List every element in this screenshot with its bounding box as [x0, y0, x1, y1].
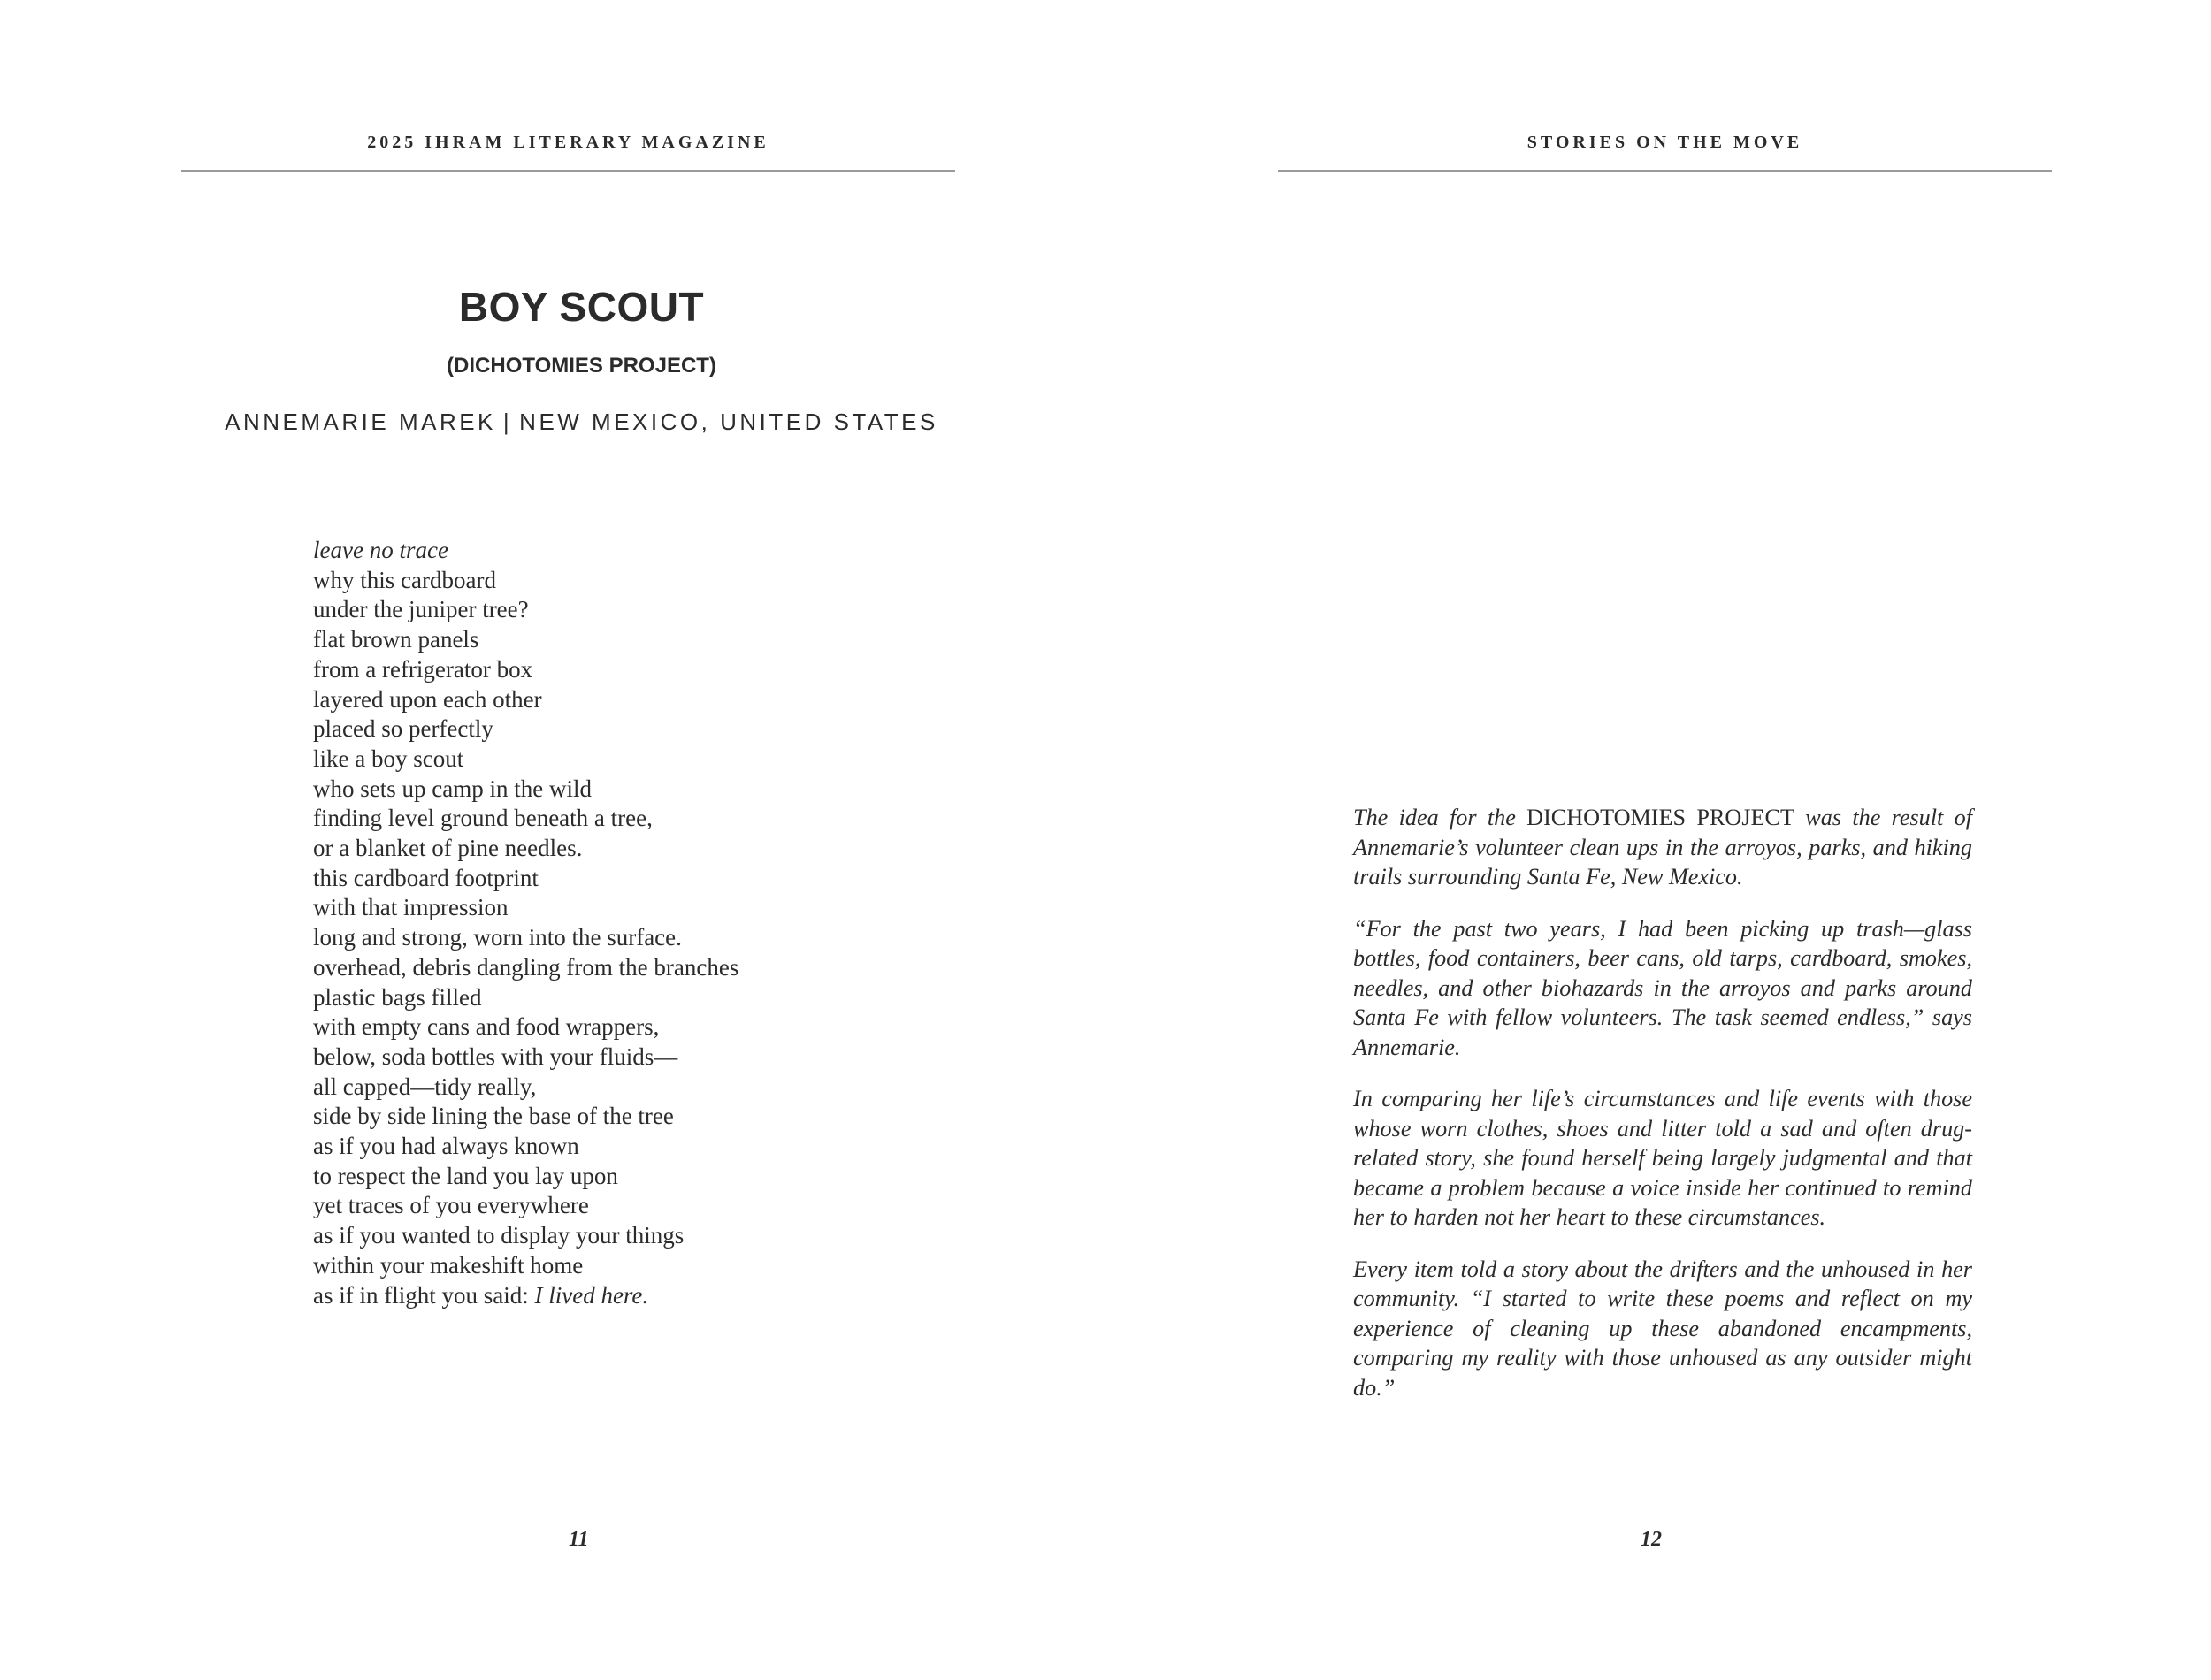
poem-line: leave no trace — [313, 537, 448, 563]
note-paragraph-1: The idea for the DICHOTOMIES PROJECT was the result of Annemarie’s volunteer clean ups in the arroyos, parks, and hiking trails surrounding Santa Fe, New Mexico. — [1353, 805, 1972, 890]
poem-line: within your makeshift home — [313, 1251, 584, 1279]
running-header-left: 2025 IHRAM LITERARY MAGAZINE — [367, 133, 769, 152]
author-location: NEW MEXICO, UNITED STATES — [519, 409, 938, 435]
poem-line: overhead, debris dangling from the branches — [313, 953, 739, 981]
poem-line: with that impression — [313, 894, 509, 921]
poem-body — [313, 536, 950, 1310]
poem-line: layered upon each other — [313, 685, 542, 713]
page-number-right: 12 — [1641, 1528, 1662, 1554]
poem-line: finding level ground beneath a tree, — [313, 805, 653, 832]
right-page — [1106, 0, 2211, 1680]
poem-line: under the juniper tree? — [313, 596, 529, 623]
byline — [181, 409, 982, 436]
running-header-right: STORIES ON THE MOVE — [1526, 133, 1803, 152]
poem-line: with empty cans and food wrappers, — [313, 1013, 660, 1041]
poem-line: this cardboard footprint — [313, 864, 539, 891]
poem-line: as if you had always known — [313, 1133, 579, 1160]
poem-line: below, soda bottles with your fluids— — [313, 1042, 678, 1070]
note-paragraph-2: “For the past two years, I had been picking up trash—glass bottles, food containers, beer cans, old tarps, cardboard, smokes, needles, and other biohazards in the arroyos and parks around Santa Fe with fellow volunteers. The task seemed endless,” says Annemarie. — [1353, 915, 1972, 1060]
note-paragraph-4: Every item told a story about the drifters and the unhoused in her community. “I started to write these poems and reflect on my experience of cleaning up these abandoned encampments, comparing my reality with those unhoused as any outsider might do.” — [1353, 1256, 1972, 1401]
poem-line: side by side lining the base of the tree — [313, 1103, 674, 1130]
header-rule-right — [1278, 170, 2052, 172]
poem-line: or a blanket of pine needles. — [313, 835, 583, 862]
poem-line: who sets up camp in the wild — [313, 775, 592, 802]
header-rule-left — [181, 170, 955, 172]
poem-line: as if you wanted to display your things — [313, 1222, 685, 1249]
poem-line: as if in flight you said: I lived here. — [313, 1281, 649, 1309]
note-paragraph-3: In comparing her life’s circumstances and life events with those whose worn clothes, shoes and litter told a sad and often drug-related story, she found herself being largely judgmental and that became a problem because a voice inside her continued to remind her to harden not her heart to these circumstances. — [1353, 1086, 1972, 1230]
poem-line: flat brown panels — [313, 626, 479, 653]
author-name: ANNEMARIE MAREK — [225, 409, 496, 435]
page-number-left: 11 — [569, 1528, 589, 1554]
poem-line: from a refrigerator box — [313, 655, 533, 683]
poem-line: like a boy scout — [313, 745, 464, 772]
poem-line: plastic bags filled — [313, 983, 482, 1011]
poem-subtitle: (DICHOTOMIES PROJECT) — [447, 354, 716, 378]
poem-line: yet traces of you everywhere — [313, 1192, 589, 1219]
poem-line: to respect the land you lay upon — [313, 1162, 618, 1189]
poem-title: BOY SCOUT — [458, 284, 705, 330]
poem-line: all capped—tidy really, — [313, 1073, 537, 1100]
poem-line: why this cardboard — [313, 566, 496, 593]
byline-separator: | — [502, 409, 513, 435]
poem-line: placed so perfectly — [313, 715, 493, 743]
project-name: DICHOTOMIES PROJECT — [1526, 805, 1794, 830]
project-note — [1353, 803, 1972, 1424]
poem-line: long and strong, worn into the surface. — [313, 924, 682, 951]
